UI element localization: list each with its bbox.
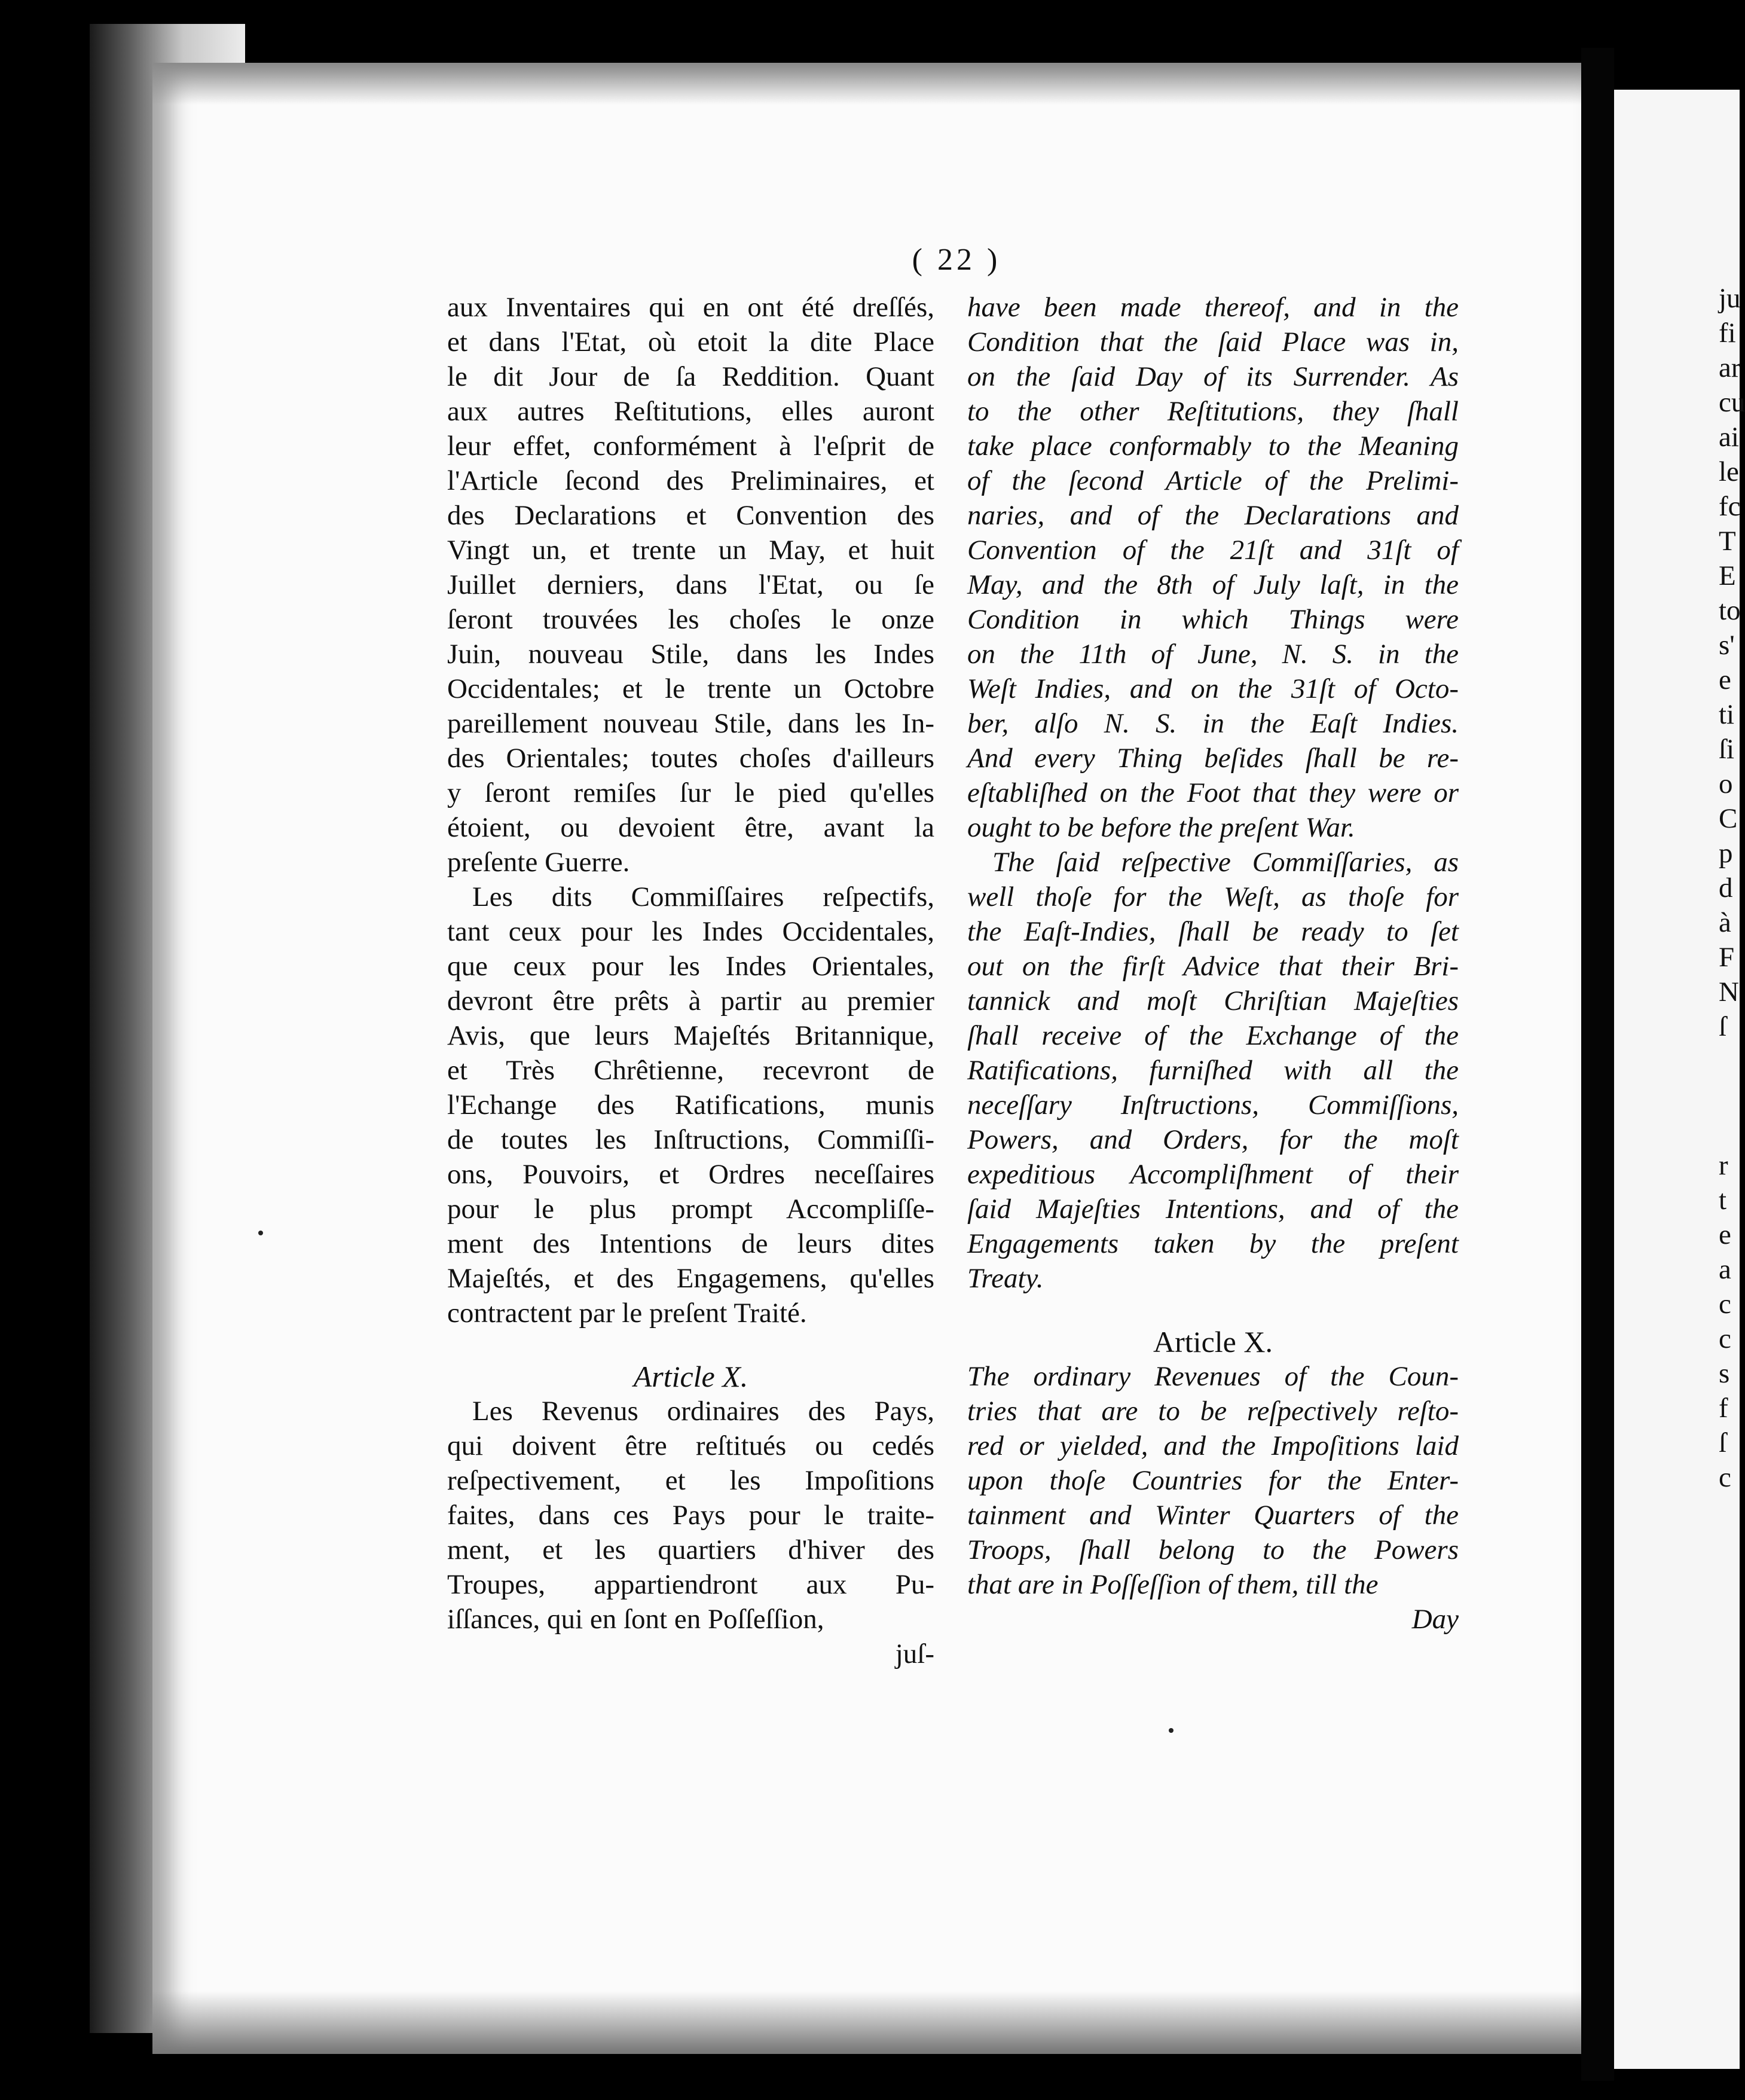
adjacent-fragment: ar xyxy=(1719,352,1741,383)
french-paragraph-2 xyxy=(447,880,934,1330)
text-line: eſtabliſhed on the Foot that they were or xyxy=(967,777,1459,808)
text-line: contractent par le preſent Traité. xyxy=(447,1298,807,1329)
text-line: on the 11th of June, N. S. in the xyxy=(967,639,1459,670)
adjacent-fragment: c xyxy=(1719,1289,1731,1320)
text-line: Les dits Commiſſaires reſpectifs, xyxy=(472,881,934,912)
adjacent-fragment: fi xyxy=(1719,318,1736,349)
text-line: Majeſtés, et des Engagemens, qu'elles xyxy=(447,1263,934,1294)
adjacent-fragment: ti xyxy=(1719,699,1735,730)
text-line: Juillet derniers, dans l'Etat, ou ſe xyxy=(447,569,934,600)
text-line: y ſeront remiſes ſur le pied qu'elles xyxy=(447,777,934,808)
text-line: des Declarations et Convention des xyxy=(447,500,934,531)
text-line: ment, et les quartiers d'hiver des xyxy=(447,1534,934,1565)
text-line: ought to be before the preſent War. xyxy=(967,812,1355,843)
adjacent-fragment: N xyxy=(1719,976,1739,1008)
adjacent-fragment: ſ xyxy=(1719,1427,1727,1458)
page-number: ( 22 ) xyxy=(912,243,1001,277)
adjacent-fragment xyxy=(1719,1044,1740,1079)
text-line: naries, and of the Declarations and xyxy=(967,500,1459,531)
text-line: Juin, nouveau Stile, dans les Indes xyxy=(447,639,934,670)
adjacent-fragment: E xyxy=(1719,560,1736,591)
adjacent-fragment: ſi xyxy=(1719,734,1735,765)
adjacent-fragment: le xyxy=(1719,456,1739,487)
text-line: of the ſecond Article of the Prelimi- xyxy=(967,465,1459,496)
text-line: tannick and moſt Chriſtian Majeſties xyxy=(967,985,1459,1017)
text-line: Troupes, appartiendront aux Pu- xyxy=(447,1569,934,1600)
english-paragraph-1 xyxy=(967,290,1459,845)
adjacent-fragment: r xyxy=(1719,1150,1728,1181)
text-line: And every Thing beſides ſhall be re- xyxy=(967,743,1459,774)
text-line: Weſt Indies, and on the 31ſt of Octo- xyxy=(967,673,1459,704)
adjacent-fragment: ju xyxy=(1719,283,1741,314)
text-line: Occidentales; et le trente un Octobre xyxy=(447,673,934,704)
text-line: ons, Pouvoirs, et Ordres neceſſaires xyxy=(447,1159,934,1190)
text-line: aux autres Reſtitutions, elles auront xyxy=(447,396,934,427)
speck xyxy=(1169,1728,1173,1733)
adjacent-fragment: f xyxy=(1719,1393,1728,1424)
text-line: the Eaſt-Indies, ſhall be ready to ſet xyxy=(967,916,1459,947)
adjacent-fragment: t xyxy=(1719,1185,1727,1216)
text-line: devront être prêts à partir au premier xyxy=(447,985,934,1017)
text-line: ſaid Majeſties Intentions, and of the xyxy=(967,1194,1459,1225)
text-line: le dit Jour de ſa Reddition. Quant xyxy=(447,361,934,392)
text-line: have been made thereof, and in the xyxy=(967,292,1459,323)
adjacent-fragment: s xyxy=(1719,1358,1730,1389)
english-article-heading: Article X. xyxy=(1153,1325,1273,1359)
page-bottom-shadow xyxy=(152,1991,1581,2054)
text-line: l'Article ſecond des Preliminaires, et xyxy=(447,465,934,496)
adjacent-fragment: o xyxy=(1719,768,1733,799)
text-line: Avis, que leurs Majeſtés Britannique, xyxy=(447,1020,934,1051)
adjacent-fragment: s' xyxy=(1719,630,1735,661)
text-line: et dans l'Etat, où etoit la dite Place xyxy=(447,326,934,358)
adjacent-fragment xyxy=(1719,1079,1740,1113)
text-line: Engagements taken by the preſent xyxy=(967,1228,1459,1259)
french-article-heading: Article X. xyxy=(633,1360,748,1393)
text-line: ment des Intentions de leurs dites xyxy=(447,1228,934,1259)
text-line: des Orientales; toutes choſes d'ailleurs xyxy=(447,743,934,774)
text-line: Convention of the 21ſt and 31ſt of xyxy=(967,535,1459,566)
text-line: tant ceux pour les Indes Occidentales, xyxy=(447,916,934,947)
text-line: preſente Guerre. xyxy=(447,847,630,878)
adjacent-fragment: ai xyxy=(1719,422,1739,453)
adjacent-fragment: p xyxy=(1719,838,1733,869)
text-line: The ordinary Revenues of the Coun- xyxy=(967,1361,1459,1392)
text-line: faites, dans ces Pays pour le traite- xyxy=(447,1500,934,1531)
text-line: ber, alſo N. S. in the Eaſt Indies. xyxy=(967,708,1459,739)
text-line: red or yielded, and the Impoſitions laid xyxy=(967,1430,1459,1461)
text-line: Condition in which Things were xyxy=(967,604,1459,635)
text-line: que ceux pour les Indes Orientales, xyxy=(447,951,934,982)
text-line: reſpectivement, et les Impoſitions xyxy=(447,1465,934,1496)
text-line: take place conformably to the Meaning xyxy=(967,431,1459,462)
adjacent-fragment xyxy=(1719,1113,1740,1148)
text-line: that are in Poſſeſſion of them, till the xyxy=(967,1569,1379,1600)
english-paragraph-2 xyxy=(967,845,1459,1296)
text-line: well thoſe for the Weſt, as thoſe for xyxy=(967,881,1459,912)
text-line: to the other Reſtitutions, they ſhall xyxy=(967,396,1459,427)
speck xyxy=(258,1231,263,1235)
adjacent-fragment: T xyxy=(1719,526,1736,557)
adjacent-page-text xyxy=(1719,281,1745,1495)
text-line: Les Revenus ordinaires des Pays, xyxy=(472,1396,934,1427)
text-line: et Très Chrêtienne, recevront de xyxy=(447,1055,934,1086)
text-line: Vingt un, et trente un May, et huit xyxy=(447,535,934,566)
french-paragraph-3 xyxy=(447,1394,934,1637)
adjacent-fragment: C xyxy=(1719,803,1738,834)
text-line: iſſances, qui en ſont en Poſſeſſion, xyxy=(447,1604,824,1635)
english-column xyxy=(967,290,1459,1637)
text-line: out on the firſt Advice that their Bri- xyxy=(967,951,1459,982)
adjacent-fragment: a xyxy=(1719,1254,1731,1285)
adjacent-fragment: ſ xyxy=(1719,1011,1727,1042)
adjacent-fragment: to xyxy=(1719,595,1741,626)
adjacent-fragment: e xyxy=(1719,664,1731,695)
adjacent-fragment: e xyxy=(1719,1219,1731,1250)
adjacent-fragment: c xyxy=(1719,1462,1731,1493)
text-line: ſhall receive of the Exchange of the xyxy=(967,1020,1459,1051)
text-line: May, and the 8th of July laſt, in the xyxy=(967,569,1459,600)
text-line: Treaty. xyxy=(967,1263,1044,1294)
text-line: leur effet, conformément à l'eſprit de xyxy=(447,431,934,462)
adjacent-fragment: c xyxy=(1719,1323,1731,1354)
text-line: expeditious Accompliſhment of their xyxy=(967,1159,1459,1190)
text-line: Ratifications, furniſhed with all the xyxy=(967,1055,1459,1086)
text-line: l'Echange des Ratifications, munis xyxy=(447,1089,934,1121)
text-line: on the ſaid Day of its Surrender. As xyxy=(967,361,1459,392)
text-line: de toutes les Inſtructions, Commiſſi- xyxy=(447,1124,934,1155)
english-catchword: Day xyxy=(1411,1604,1459,1635)
text-line: Condition that the ſaid Place was in, xyxy=(967,326,1459,358)
english-paragraph-3 xyxy=(967,1359,1459,1602)
adjacent-fragment: fc xyxy=(1719,491,1741,522)
text-line: tainment and Winter Quarters of the xyxy=(967,1500,1459,1531)
text-line: tries that are to be reſpectively reſto- xyxy=(967,1396,1459,1427)
text-line: pour le plus prompt Accompliſſe- xyxy=(447,1194,934,1225)
text-line: ſeront trouvées les choſes le onze xyxy=(447,604,934,635)
text-line: étoient, ou devoient être, avant la xyxy=(447,812,934,843)
text-line: aux Inventaires qui en ont été dreſſés, xyxy=(447,292,934,323)
adjacent-fragment: cu xyxy=(1719,387,1745,418)
text-line: The ſaid reſpective Commiſſaries, as xyxy=(992,847,1459,878)
french-catchword: juſ- xyxy=(895,1638,934,1669)
text-line: neceſſary Inſtructions, Commiſſions, xyxy=(967,1089,1459,1121)
french-paragraph-1 xyxy=(447,290,934,880)
adjacent-fragment: à xyxy=(1719,907,1731,938)
text-line: pareillement nouveau Stile, dans les In- xyxy=(447,708,934,739)
text-line: upon thoſe Countries for the Enter- xyxy=(967,1465,1459,1496)
page-top-shadow xyxy=(152,63,1581,105)
book-gutter xyxy=(1581,48,1614,2081)
text-line: qui doivent être reſtitués ou cedés xyxy=(447,1430,934,1461)
adjacent-fragment: d xyxy=(1719,872,1733,904)
french-column xyxy=(447,290,934,1671)
adjacent-fragment: F xyxy=(1719,942,1735,973)
text-line: Powers, and Orders, for the moſt xyxy=(967,1124,1459,1155)
text-line: Troops, ſhall belong to the Powers xyxy=(967,1534,1459,1565)
